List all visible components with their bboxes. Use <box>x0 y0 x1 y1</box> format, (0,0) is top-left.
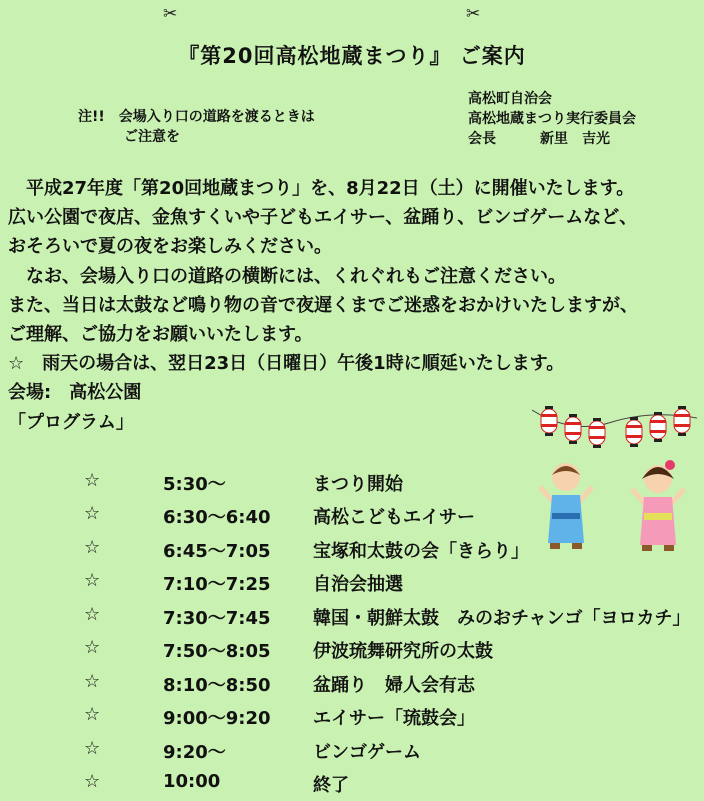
star-icon: ☆ <box>84 470 101 491</box>
girl-in-yukata-icon <box>632 460 684 551</box>
star-icon: ☆ <box>84 570 101 591</box>
program-desc: 高松こどもエイサー <box>313 507 475 528</box>
program-time: 5:30〜 <box>163 474 226 495</box>
body-line: 平成27年度「第20回地蔵まつり」を、8月22日（土）に開催いたします。 <box>26 178 635 199</box>
body-line: また、当日は太鼓など鳴り物の音で夜遅くまでご迷惑をおかけいたしますが、 <box>8 294 638 316</box>
star-icon: ☆ <box>84 637 101 658</box>
star-icon: ☆ <box>84 771 101 792</box>
organizer-chair <box>468 129 636 149</box>
organizer-committee: 高松地蔵まつり実行委員会 <box>468 111 636 127</box>
rain-notice: ☆ 雨天の場合は、翌日23日（日曜日）午後1時に順延いたします。 <box>8 353 565 375</box>
program-desc: 宝塚和太鼓の会「きらり」 <box>313 541 529 562</box>
caution-line-1: 注!! 会場入り口の道路を渡るときは <box>78 109 315 125</box>
body-line: おそろいで夏の夜をお楽しみください。 <box>8 236 332 258</box>
document-title: 『第20回高松地蔵まつり』 ご案内 <box>178 44 526 68</box>
organizer-association: 高松町自治会 <box>468 91 552 107</box>
caution-line-2: ご注意を <box>124 129 180 145</box>
program-time: 6:30〜6:40 <box>163 507 271 528</box>
body-line: なお、会場入り口の道路の横断には、くれぐれもご注意ください。 <box>26 265 566 287</box>
lantern-icon <box>565 414 581 444</box>
program-time: 7:50〜8:05 <box>163 641 271 662</box>
lanterns-illustration <box>532 400 697 455</box>
program-desc: 終了 <box>313 775 349 796</box>
star-icon: ☆ <box>84 604 101 625</box>
star-icon: ☆ <box>84 671 101 692</box>
star-icon: ☆ <box>84 704 101 725</box>
yukata-children-illustration <box>536 455 696 555</box>
organizer-block <box>468 89 636 149</box>
lantern-icon <box>626 417 642 447</box>
program-time: 9:00〜9:20 <box>163 708 271 729</box>
program-time: 10:00 <box>163 771 221 792</box>
chair-name: 新里 吉光 <box>540 131 610 147</box>
venue-line: 会場: 高松公園 <box>8 382 142 404</box>
program-desc: 盆踊り 婦人会有志 <box>313 675 475 696</box>
scissor-icon-left: ✂ <box>163 4 178 24</box>
star-icon: ☆ <box>84 503 101 524</box>
program-desc: 自治会抽選 <box>313 574 403 595</box>
program-heading: 「プログラム」 <box>8 411 134 433</box>
body-line: ご理解、ご協力をお願いいたします。 <box>8 324 313 346</box>
program-desc: 韓国・朝鮮太鼓 みのおチャンゴ「ヨロカチ」 <box>313 608 691 629</box>
program-desc: まつり開始 <box>313 474 403 495</box>
star-icon: ☆ <box>84 738 101 759</box>
program-time: 6:45〜7:05 <box>163 541 271 562</box>
program-time: 9:20〜 <box>163 742 226 763</box>
program-desc: ビンゴゲーム <box>313 742 421 763</box>
boy-in-yukata-icon <box>540 463 592 549</box>
program-desc: 伊波琉舞研究所の太鼓 <box>313 641 493 662</box>
lantern-icon <box>650 412 666 442</box>
scissor-icon-right: ✂ <box>466 4 481 24</box>
star-icon: ☆ <box>84 537 101 558</box>
announcement-body <box>8 174 698 437</box>
lantern-icon <box>541 406 557 436</box>
program-time: 7:10〜7:25 <box>163 574 271 595</box>
chair-role: 会長 <box>468 131 496 147</box>
lantern-icon <box>589 418 605 448</box>
program-desc: エイサー「琉鼓会」 <box>313 708 475 729</box>
caution-note <box>78 107 315 147</box>
program-time: 8:10〜8:50 <box>163 675 271 696</box>
body-line: 広い公園で夜店、金魚すくいや子どもエイサー、盆踊り、ビンゴゲームなど、 <box>8 207 638 229</box>
program-time: 7:30〜7:45 <box>163 608 271 629</box>
lantern-icon <box>674 406 690 436</box>
